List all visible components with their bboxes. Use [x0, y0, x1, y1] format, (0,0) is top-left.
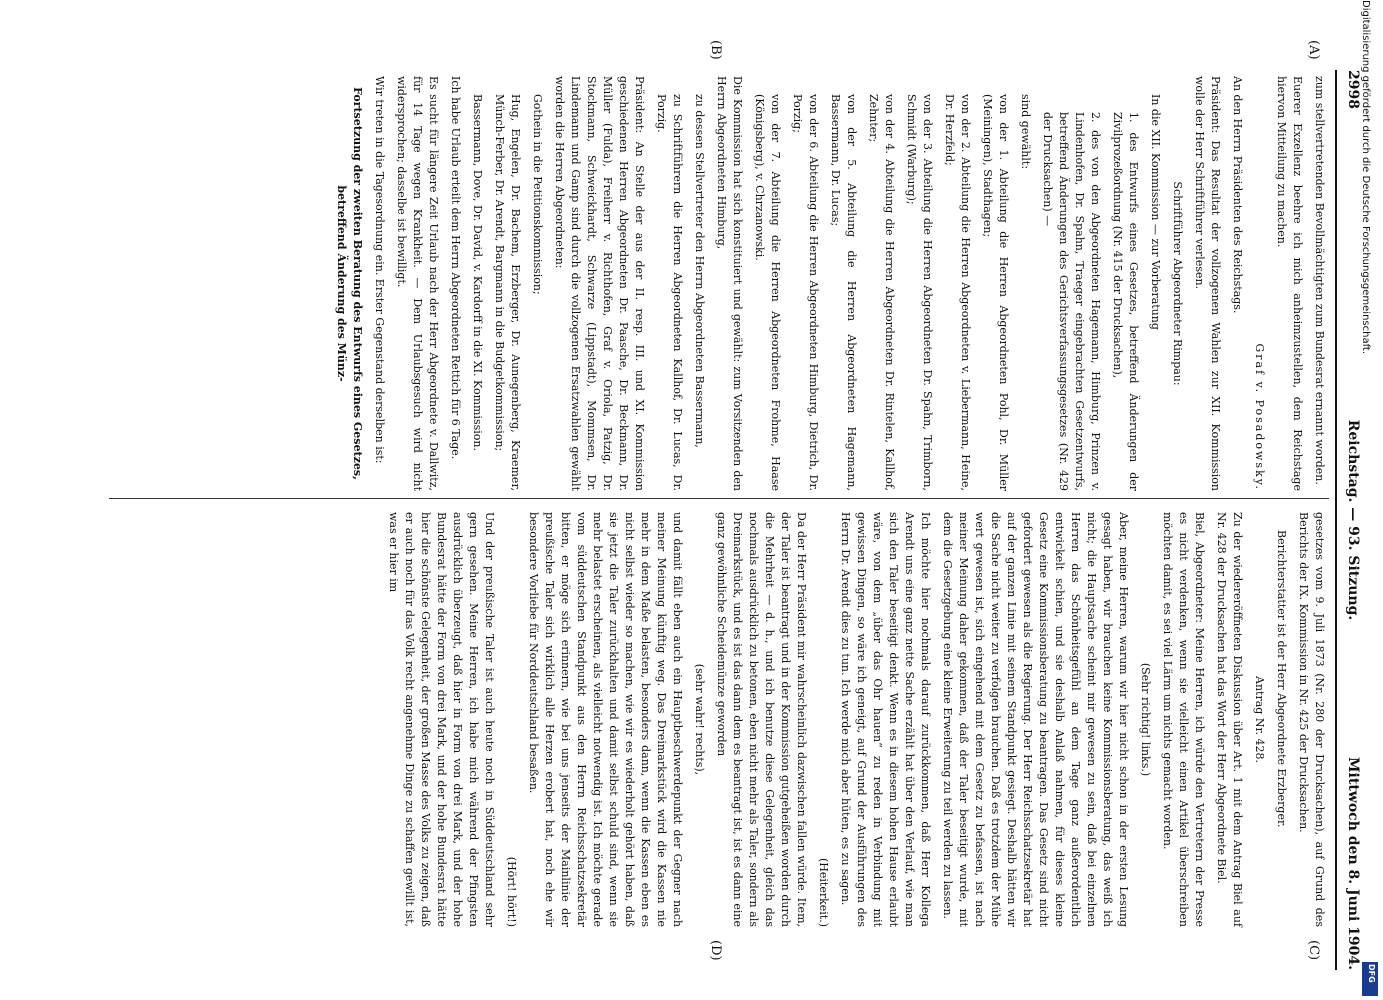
header-title: Reichstag. — 93. Sitzung.	[1345, 419, 1361, 621]
paragraph: Hug, Engelen, Dr. Bachem, Erzberger, Dr. Aunegenberg, Kraemer, Münch-Ferber, Dr. Arendt, Bargmann in die Budgetkommission;	[493, 94, 522, 491]
footer-text: Digitalisierung gefördert durch die Deutsche Forschungsgemeinschaft.	[1360, 0, 1371, 355]
page-number: 2998	[1345, 70, 1361, 109]
list-item: von der 3. Abteilung die Herren Abgeordneten Dr. Spahn, Trimborn, Schmidt (Warburg);	[905, 94, 934, 491]
paragraph: Euerer Exzellenz beehre ich mich anheimzustellen, dem Reichstage hiervon Mitteilung zu machen.	[1275, 76, 1304, 491]
left-column	[327, 76, 1327, 491]
margin-mark-b: (B)	[708, 40, 723, 60]
paragraph: In die XII. Kommission — zur Vorberatung	[1149, 94, 1162, 330]
paragraph: zum stellvertretenden Bevollmächtigten zum Bundesrat ernannt worden.	[1313, 76, 1326, 485]
paragraph: Biel, Abgeordneter: Meine Herren, ich würde den Vertretern der Presse es nicht verdenken, wenn sie vielleicht einen Artikel überschreiben möchten damit, es sei viel Lärm um nichts gemacht worden.	[1161, 512, 1206, 927]
list-item: von der 6. Abteilung die Herren Abgeordneten Himburg, Dietrich, Dr. Porzig;	[791, 94, 820, 491]
interjection: (Heiterkeit.)	[817, 857, 830, 927]
interjection: (sehr wahr! rechts),	[693, 663, 706, 776]
speaker-line: Schriftführer Abgeordneter Rimpau:	[1171, 181, 1184, 386]
paragraph: Wir treten in die Tagesordnung ein. Erster Gegenstand derselben ist:	[373, 76, 386, 464]
margin-mark-d: (D)	[708, 940, 723, 961]
agenda-item: Fortsetzung der zweiten Beratung des Entwurfs eines Gesetzes, betreffend Änderung des Münz-	[335, 87, 364, 480]
list-item: von der 5. Abteilung die Herren Abgeordneten Hagemann, Bassermann, Dr. Lucas;	[829, 94, 858, 491]
paragraph: Aber, meine Herren, warum wir hier nicht schon in der ersten Lesung gesagt haben, wir brauchen keine Kommissionsberatung, das weiß ich nicht; die Hauptsache scheint mir gewesen zu sein, daß bei einzelnen Herren das Schönheitsgefühl an dem Tage ganz außerordentlich entwickelt schien, und sie deshalb Anlaß nahmen, für dieses kleine Gesetz eine Kommissionsberatung zu beantragen. Das Gesetz sind nicht gefordert gewesen als die Regierung. Der Herr Reichsschatzsekretär hat auf der ganzen Linie mit seinem Standpunkt gesiegt. Deshalb hätten wir die Sache nicht weiter zu verfolgen brauchen. Daß es trotzdem der Mühe wert gewesen ist, sich eingehend mit dem Gesetz zu befassen, ist nach meiner Meinung daher gekommen, daß der Taler beseitigt wurde, mit dem die Gesetzgebung eine kleine Erweiterung zu teil werden zu lassen.	[941, 512, 1130, 927]
paragraph: Zu der wiedereröffneten Diskussion über Art. 1 mit dem Antrag Biel auf Nr. 428 der Drucksachen hat das Wort der Herr Abgeordnete Biel.	[1215, 512, 1244, 927]
paragraph: zu dessen Stellvertreter den Herrn Abgeordneten Bassermann,	[693, 94, 706, 448]
paragraph: Und der preußische Taler ist auch heute noch in Süddeutschland sehr gern gesehen. Meine Herren, ich habe mich während der Pfingsten ausdrücklich überzeugt, daß hier in Form von drei Mark, und der hohe Bundesrat hätte der Form von drei Mark, und der hohe Bundesrat hätte hier die schönste Gelegenheit, der großen Masse des Volks zu zeigen, daß er auch noch für das Volk recht angenehme Dinge zu schaffen gewillt ist, was er hier im	[387, 512, 496, 927]
paragraph: gesetzes vom 9. Juli 1873 (Nr. 280 der Drucksachen), auf Grund des Berichts der IX. Kommission in Nr. 425 der Drucksachen.	[1297, 512, 1326, 927]
paragraph: sind gewählt:	[1019, 94, 1032, 170]
column-divider	[109, 498, 1329, 499]
paragraph: Präsident: An Stelle der aus der II. resp. III. und XI. Kommission geschiedenen Herren Abgeordneten Dr. Paasche, Dr. Beckmann, Dr. Müller (Fulda), Freiherr v. Richthofen, Graf v. Oriola, Patzig, Dr. Stockmann, Schweickhardt, Schwarze (Lippstadt), Mommsen, Dr. Lindemann und Gamp sind durch die vollzogenen Ersatzwahlen gewählt worden die Herren Abgeordneten:	[553, 76, 646, 491]
interjection: (Sehr richtig! links.)	[1139, 662, 1152, 777]
paragraph: Präsident: Das Resultat der vollzogenen Wahlen zur XII. Kommission wolle der Herr Schriftführer verlesen.	[1193, 76, 1222, 491]
list-item: 1. des Entwurfs eines Gesetzes, betreffend Änderungen der Zivilprozeßordnung (Nr. 415 der Drucksachen),	[1111, 112, 1140, 491]
paragraph: Die Kommission hat sich konstituiert und gewählt: zum Vorsitzenden den Herrn Abgeordneten Himburg,	[715, 76, 744, 491]
paragraph: Da der Herr Präsident mir wahrscheinlich dazwischen fallen würde. Item, der Taler ist beantragt und in der Kommission gutgeheißen worden durch die Mehrheit — d. h., und ich benutze diese Gelegenheit, gleich das nochmals ausdrücklich zu betonen, eben nicht mehr als Taler, sondern als Dreimarkstück, und es ist das dann dem es beantragt ist, ist es dann eine ganz gewöhnliche Scheidemünze geworden	[715, 512, 808, 927]
paragraph: Ich habe Urlaub erteilt dem Herrn Abgeordneten Rettich für 6 Tage.	[449, 76, 462, 460]
paragraph: An den Herrn Präsidenten des Reichstags.	[1231, 76, 1244, 314]
paragraph: Berichterstatter ist der Herr Abgeordnete Erzberger.	[1275, 530, 1288, 828]
margin-mark-c: (C)	[1306, 940, 1321, 961]
paragraph: Bassermann, Dove, Dr. David, v. Kardorff in die XI. Kommission.	[471, 94, 484, 451]
paragraph: und damit fällt eben auch ein Hauptbeschwerdepunkt der Gegner nach meiner Meinung künftig weg. Das Dreimarkstück wird die Kassen nie mehr in dem Maße belasten, besonders dann, wenn die Kassen eben es nicht selbst wieder so machen, wie wir es wiederholt gehört haben, daß sie jetzt die Taler zurückhalten und damit selbst schuld sind, wenn sie mehr belastet erscheinen, als vielleicht notwendig ist. Ich möchte gerade vom süddeutschen Standpunkt aus den Herrn Reichsschatzsekretär bitten, er möge sich erinnern, wie bei uns jenseits der Mainlinie der preußische Taler sich wirklich alle Herzen erobert hat, noch ehe wir besondere Vorliebe für Norddeutschland besaßen.	[527, 512, 684, 927]
paragraph: Ich möchte hier nochmals darauf zurückkommen, daß Herr Kollega Arendt uns eine ganz nette Sache erzählt hat über den Verlauf, wie man sich den Taler beseitigt denkt. Wenn es in diesem hohen Hause erlaubt wäre, von dem „über das Ohr hauen“ zu reden in Verbindung mit gewissen Dingen, so wäre ich geneigt, auf Grund der Ausführungen des Herrn Dr. Arendt dies zu tun. Ich werde mich aber hüten, es zu sagen.	[839, 512, 932, 927]
paragraph: Es sucht für längere Zeit Urlaub nach der Herr Abgeordnete v. Dallwitz, für 14 Tage wegen Krankheit. — Dem Urlaubsgesuch wird nicht widersprochen; dasselbe ist bewilligt.	[395, 76, 440, 491]
list-item: 2. des von den Abgeordneten Hagemann, Himburg, Prinzen v. Lindenhofen, Dr. Spahn, Traeger eingebrachten Gesetzentwurfs, betreffend Änderungen des Gerichtsverfassungsgesetzes (Nr. 429 der Drucksachen) —	[1041, 112, 1102, 491]
paragraph: Antrag Nr. 428.	[1253, 676, 1266, 763]
signature: Graf v. Posadowsky.	[1253, 343, 1266, 491]
logo-text: DFG	[1367, 964, 1376, 983]
header-date: Mittwoch den 8. Juni 1904.	[1345, 757, 1361, 970]
header-rule	[1335, 70, 1337, 970]
paragraph: Gothein in die Petitionskommission;	[531, 94, 544, 295]
list-item: von der 4. Abteilung die Herren Abgeordneten Dr. Rintelen, Kallhof, Zehnter;	[867, 94, 896, 491]
margin-mark-a: (A)	[1306, 40, 1321, 60]
list-item: von der 1. Abteilung die Herren Abgeordneten Pohl, Dr. Müller (Meiningen), Stadthagen;	[981, 94, 1010, 491]
interjection: (Hört! hört!)	[505, 856, 518, 927]
dfg-logo	[1362, 962, 1378, 996]
list-item: von der 7. Abteilung die Herren Abgeordneten Frohme, Haase (Königsberg), v. Chrzanowski.	[753, 94, 782, 491]
right-column	[379, 512, 1327, 927]
list-item: von der 2. Abteilung die Herren Abgeordneten v. Liebermann, Heine, Dr. Herzfeld;	[943, 94, 972, 491]
footer-credit	[1357, 0, 1375, 1000]
paragraph: zu Schriftführern die Herren Abgeordneten Kallhof, Dr. Lucas, Dr. Porzig.	[655, 94, 684, 491]
